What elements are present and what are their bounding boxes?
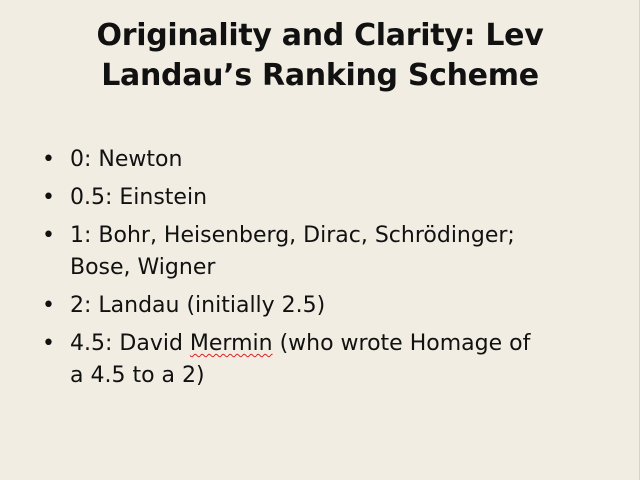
bullet-item-landau bbox=[42, 290, 612, 322]
bullet-icon: • bbox=[42, 293, 55, 318]
bullet-text: 0.5: Einstein bbox=[70, 185, 208, 210]
bullet-text: 0: Newton bbox=[70, 147, 183, 172]
bullet-item-newton bbox=[42, 144, 612, 176]
bullet-icon: • bbox=[42, 331, 55, 356]
slide-title-line-1: Originality and Clarity: Lev bbox=[96, 18, 544, 53]
spellcheck-flagged-word[interactable]: Mermin bbox=[189, 331, 273, 356]
bullet-item-einstein bbox=[42, 182, 612, 214]
bullet-text-line-2: a 4.5 to a 2) bbox=[70, 363, 205, 388]
bullet-item-rank-1 bbox=[42, 220, 612, 284]
bullet-text-line-1: 1: Bohr, Heisenberg, Dirac, Schrödinger; bbox=[70, 223, 515, 248]
bullet-icon: • bbox=[42, 185, 55, 210]
slide-title-line-2: Landau’s Ranking Scheme bbox=[101, 58, 539, 93]
bullet-icon: • bbox=[42, 223, 55, 248]
bullet-text-prefix: 4.5: David bbox=[70, 331, 190, 356]
slide-title bbox=[20, 16, 620, 96]
bullet-icon: • bbox=[42, 147, 55, 172]
bullet-text-line-2: Bose, Wigner bbox=[70, 255, 216, 280]
bullet-item-mermin bbox=[42, 328, 612, 392]
bullet-text-suffix: (who wrote Homage of bbox=[272, 331, 531, 356]
bullet-list bbox=[42, 144, 612, 398]
bullet-text: 2: Landau (initially 2.5) bbox=[70, 293, 326, 318]
